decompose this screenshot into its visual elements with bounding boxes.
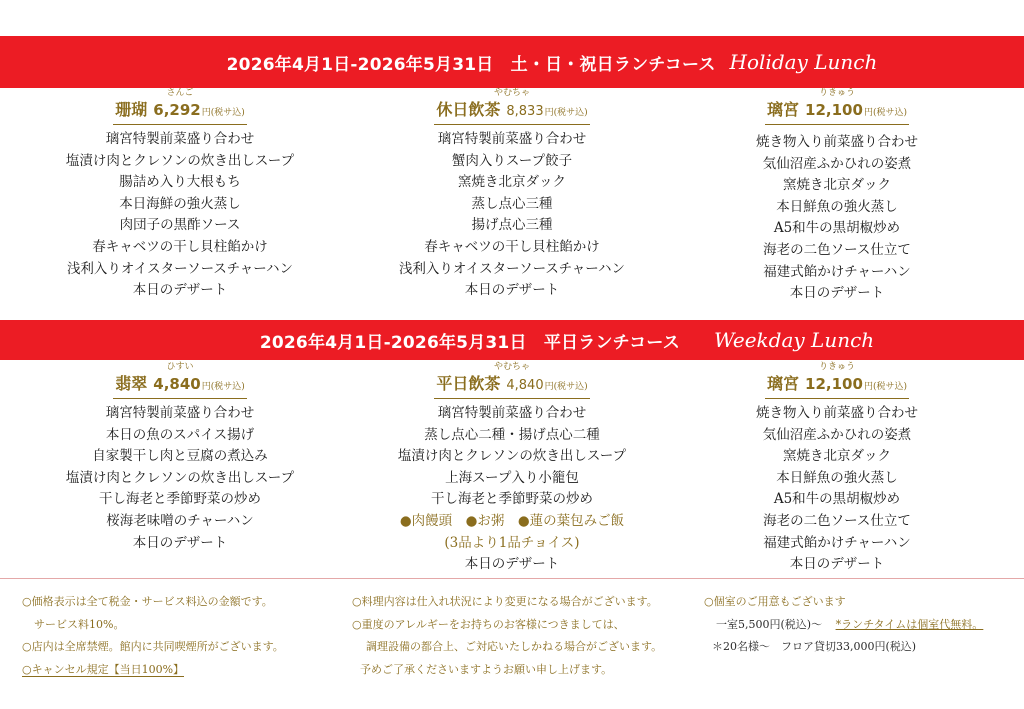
menu-item: 桜海老味噌のチャーハン <box>106 512 254 529</box>
menu-item: 揚げ点心三種 <box>471 217 553 234</box>
menu-item: 焼き物入り前菜盛り合わせ <box>756 405 918 421</box>
menu-item: 腸詰め入り大根もち <box>119 174 241 191</box>
course-menu <box>60 403 300 554</box>
course-heading <box>113 99 247 125</box>
note-line: ○個室のご用意もございます <box>704 595 846 608</box>
menu-item: 璃宮特製前菜盛り合わせ <box>437 131 587 147</box>
course-ruby: やむちゃ <box>493 88 530 98</box>
course-price: 12,100 <box>805 375 863 393</box>
course-price-unit: 円(税サ込) <box>544 382 588 392</box>
menu-item: 本日海鮮の強火蒸し <box>119 195 241 212</box>
course-menu <box>722 403 952 576</box>
menu-item: 気仙沼産ふかひれの姿煮 <box>762 155 912 172</box>
course-heading <box>434 373 589 399</box>
course-menu <box>722 132 952 305</box>
menu-item: 本日のデザート <box>464 282 560 299</box>
course-price: 12,100 <box>805 101 863 119</box>
course-hisui <box>60 362 300 554</box>
menu-item: 干し海老と季節野菜の炒め <box>431 491 593 508</box>
course-rikyu-weekday <box>722 362 952 576</box>
menu-item: 蒸し点心二種・揚げ点心二種 <box>424 426 600 443</box>
course-price: 6,292 <box>153 101 201 119</box>
holiday-title: 2026年4月1日-2026年5月31日 土・日・祝日ランチコース <box>226 54 716 75</box>
weekday-title: 2026年4月1日-2026年5月31日 平日ランチコース <box>259 332 680 353</box>
menu-item: 気仙沼産ふかひれの姿煮 <box>762 426 912 443</box>
menu-item: 浅利入りオイスターソースチャーハン <box>398 260 626 277</box>
menu-item: 福建式餡かけチャーハン <box>763 534 911 551</box>
course-heading <box>434 99 589 125</box>
private-room-price: 一室5,500円(税込)～ <box>716 617 823 631</box>
menu-item: 塩漬け肉とクレソンの炊き出しスープ <box>65 469 295 486</box>
course-ruby: ひすい <box>166 362 194 372</box>
floor-charter-note: ＊20名様～ フロア貸切33,000円(税込) <box>712 640 917 653</box>
course-price: 4,840 <box>153 375 201 393</box>
footer-notes <box>0 578 1024 709</box>
menu-item: 春キャベツの干し貝柱餡かけ <box>92 238 268 255</box>
holiday-banner <box>0 36 1024 88</box>
course-name: 平日飲茶 <box>436 374 501 393</box>
menu-item: 本日のデザート <box>132 282 228 299</box>
menu-item: 干し海老と季節野菜の炒め <box>99 491 261 508</box>
course-name: 珊瑚 <box>115 100 148 119</box>
menu-item: 蟹肉入りスープ餃子 <box>451 152 573 169</box>
course-sango <box>60 88 300 302</box>
course-rikyu-holiday <box>722 88 952 305</box>
menu-item: 塩漬け肉とクレソンの炊き出しスープ <box>65 152 295 169</box>
menu-item: 窯焼き北京ダック <box>783 177 891 194</box>
menu-item: 本日の魚のスパイス揚げ <box>105 426 255 443</box>
menu-item: 海老の二色ソース仕立て <box>763 512 911 529</box>
course-price: 8,833 <box>506 104 544 119</box>
menu-item: 上海スープ入り小籠包 <box>445 469 579 486</box>
course-menu <box>392 129 632 302</box>
course-heading <box>113 373 247 399</box>
note-line: 調理設備の都合上、ご対応いたしかねる場合がございます。 <box>366 640 663 653</box>
course-ruby: りきゅう <box>818 88 855 98</box>
menu-item: 肉団子の黒酢ソース <box>119 217 241 234</box>
course-price-unit: 円(税サ込) <box>201 108 245 118</box>
note-line: ○店内は全席禁煙。館内に共同喫煙所がございます。 <box>22 640 284 653</box>
menu-item: 本日のデザート <box>464 556 560 573</box>
menu-item: 本日のデザート <box>789 285 885 302</box>
notes-left <box>22 591 284 681</box>
menu-item: 春キャベツの干し貝柱餡かけ <box>424 238 600 255</box>
note-line: ○重度のアレルギーをお持ちのお客様につきましては、 <box>352 617 625 631</box>
menu-item: 本日のデザート <box>789 556 885 573</box>
course-menu <box>60 129 300 302</box>
cancel-policy: ○キャンセル規定【当日100%】 <box>22 662 185 676</box>
course-menu <box>392 403 632 576</box>
course-heading <box>765 99 909 125</box>
course-ruby: さんご <box>166 88 194 98</box>
menu-item: 窯焼き北京ダック <box>783 448 891 465</box>
course-name: 璃宮 <box>767 100 800 119</box>
course-price: 4,840 <box>506 378 544 393</box>
choice-note: (3品より1品チョイス) <box>444 534 580 551</box>
notes-right <box>704 591 983 659</box>
course-weekday-yamcha <box>392 362 632 576</box>
choice-options: ●肉饅頭 ●お粥 ●蓮の葉包みご飯 <box>399 512 625 529</box>
course-ruby: やむちゃ <box>493 362 530 372</box>
menu-item: A5和牛の黒胡椒炒め <box>773 491 901 508</box>
note-line: ○料理内容は仕入れ状況により変更になる場合がございます。 <box>352 595 658 608</box>
course-price-unit: 円(税サ込) <box>201 382 245 392</box>
private-room-free-note: *ランチタイムは個室代無料。 <box>835 617 984 631</box>
course-name: 翡翠 <box>115 374 148 393</box>
course-ruby: りきゅう <box>818 362 855 372</box>
menu-item: 焼き物入り前菜盛り合わせ <box>756 134 918 150</box>
course-price-unit: 円(税サ込) <box>863 382 907 392</box>
note-line: サービス料10%。 <box>34 617 125 631</box>
menu-item: 海老の二色ソース仕立て <box>763 241 911 258</box>
course-price-unit: 円(税サ込) <box>544 108 588 118</box>
course-holiday-yamcha <box>392 88 632 302</box>
menu-item: 璃宮特製前菜盛り合わせ <box>437 405 587 421</box>
weekday-en-title: Weekday Lunch <box>713 328 875 352</box>
note-line: ○価格表示は全て税金・サービス料込の金額です。 <box>22 595 273 608</box>
menu-item: 福建式餡かけチャーハン <box>763 263 911 280</box>
menu-item: 本日のデザート <box>132 534 228 551</box>
weekday-banner <box>0 320 1024 360</box>
menu-item: 蒸し点心三種 <box>471 195 553 212</box>
course-name: 休日飲茶 <box>436 100 501 119</box>
menu-item: 璃宮特製前菜盛り合わせ <box>105 405 255 421</box>
menu-item: 塩漬け肉とクレソンの炊き出しスープ <box>397 448 627 465</box>
holiday-en-title: Holiday Lunch <box>729 50 878 74</box>
course-price-unit: 円(税サ込) <box>863 108 907 118</box>
menu-item: 本日鮮魚の強火蒸し <box>776 469 898 486</box>
course-name: 璃宮 <box>767 374 800 393</box>
menu-item: 窯焼き北京ダック <box>458 174 566 191</box>
note-line: 予めご了承くださいますようお願い申し上げます。 <box>360 662 613 676</box>
menu-item: 自家製干し肉と豆腐の煮込み <box>92 448 268 465</box>
course-heading <box>765 373 909 399</box>
notes-middle <box>352 591 662 681</box>
menu-item: 璃宮特製前菜盛り合わせ <box>105 131 255 147</box>
menu-item: A5和牛の黒胡椒炒め <box>773 220 901 237</box>
menu-item: 本日鮮魚の強火蒸し <box>776 198 898 215</box>
menu-item: 浅利入りオイスターソースチャーハン <box>66 260 294 277</box>
